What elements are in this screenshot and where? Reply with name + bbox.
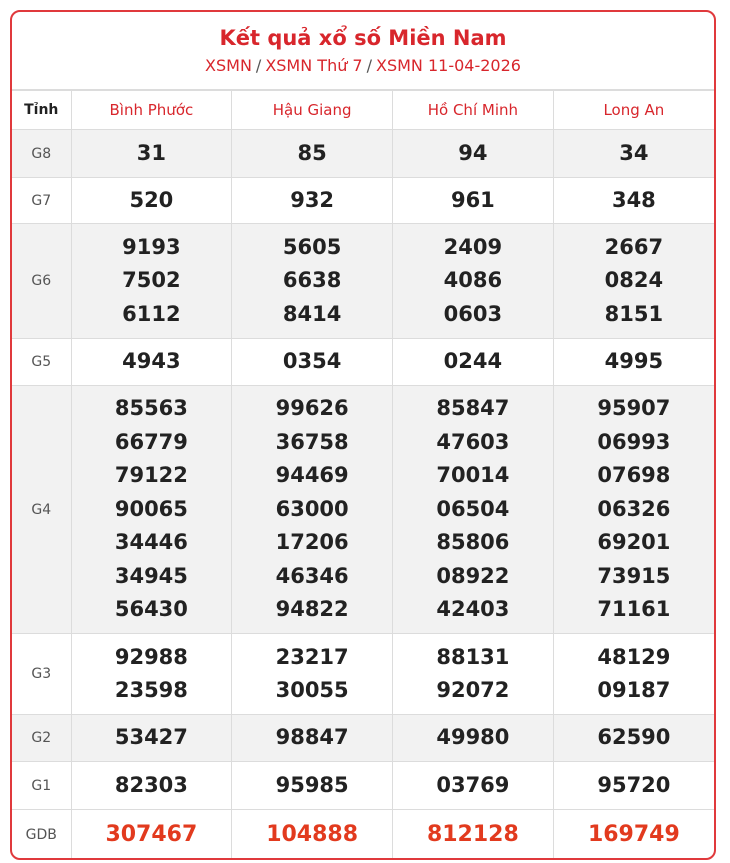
prize-number: 73915: [597, 563, 671, 588]
prize-number: 8151: [604, 301, 664, 326]
prize-number: 56430: [114, 597, 188, 622]
prize-label: G5: [12, 339, 71, 386]
prize-number: 79122: [114, 463, 188, 488]
prize-number: 92072: [436, 678, 510, 702]
prize-row: [12, 130, 714, 178]
table-header-row: [12, 91, 714, 130]
result-cell: [393, 224, 554, 339]
prize-number: 71161: [597, 597, 671, 622]
prize-number: 7502: [122, 268, 181, 293]
result-cell: [232, 339, 393, 386]
prize-number: 6638: [282, 268, 342, 293]
result-cell: [553, 130, 714, 178]
prize-number: 88131: [436, 644, 510, 669]
prize-number: 36758: [275, 429, 349, 454]
province-header[interactable]: Long An: [553, 91, 714, 130]
prize-number: 34945: [114, 563, 188, 588]
prize-number: 94822: [275, 597, 349, 622]
result-cell: [553, 224, 714, 339]
prize-number: 06993: [597, 429, 671, 454]
prize-number: 48129: [597, 644, 671, 669]
prize-number: 23598: [114, 678, 188, 702]
prize-row: [12, 634, 714, 715]
page-title: Kết quả xổ số Miền Nam: [219, 26, 507, 50]
prize-row: [12, 762, 714, 810]
breadcrumb-xsmn[interactable]: XSMN: [205, 56, 252, 75]
prize-number: 63000: [275, 496, 349, 521]
result-cell: [232, 634, 393, 715]
result-cell: [71, 634, 232, 715]
prize-number: 17206: [275, 530, 349, 555]
breadcrumb-xsmn-date[interactable]: XSMN 11-04-2026: [376, 56, 521, 75]
result-cell: [232, 715, 393, 762]
result-cell: [393, 130, 554, 178]
prize-label: G1: [12, 762, 71, 810]
prize-number: 46346: [275, 563, 349, 588]
prize-number: 70014: [436, 463, 510, 488]
result-cell: [232, 224, 393, 339]
result-cell: [232, 178, 393, 224]
prize-row: [12, 339, 714, 386]
prize-number: 08922: [436, 563, 510, 588]
prize-number: 34: [619, 140, 649, 165]
result-cell: [71, 339, 232, 386]
result-cell: [553, 715, 714, 762]
result-cell: [393, 178, 554, 224]
prize-number: 8414: [282, 301, 342, 326]
result-cell: [71, 130, 232, 178]
prize-number: 0824: [604, 268, 664, 293]
prize-row: [12, 224, 714, 339]
prize-number: 961: [450, 187, 495, 212]
prize-number: 06326: [597, 496, 671, 521]
result-cell: [393, 810, 554, 860]
prize-row: [12, 386, 714, 634]
prize-number: 0244: [443, 349, 503, 374]
prize-number: 95985: [275, 772, 349, 797]
prize-number: 2409: [443, 234, 503, 259]
breadcrumb-separator: /: [366, 56, 372, 75]
prize-number: 03769: [436, 772, 510, 797]
prize-number: 6112: [122, 301, 181, 326]
result-cell: [71, 715, 232, 762]
prize-number: 90065: [114, 496, 188, 521]
prize-number: 30055: [275, 678, 349, 702]
result-cell: [553, 178, 714, 224]
result-cell: [553, 762, 714, 810]
result-cell: [232, 386, 393, 634]
result-cell: [393, 715, 554, 762]
prize-number: 4995: [604, 349, 664, 374]
result-cell: [232, 810, 393, 860]
prize-label: G2: [12, 715, 71, 762]
special-prize-number: 812128: [426, 821, 519, 847]
result-cell: [232, 762, 393, 810]
result-cell: [71, 386, 232, 634]
prize-row: [12, 715, 714, 762]
prize-number: 520: [129, 187, 174, 212]
result-cell: [553, 339, 714, 386]
prize-number: 94469: [275, 463, 349, 488]
prize-number: 99626: [275, 396, 349, 421]
prize-number: 85847: [436, 396, 510, 421]
prize-number: 42403: [436, 597, 510, 622]
results-table: [12, 90, 714, 860]
result-cell: [393, 339, 554, 386]
results-card: [10, 10, 716, 860]
prize-number: 4943: [122, 349, 181, 374]
prize-number: 9193: [122, 234, 181, 259]
result-cell: [553, 634, 714, 715]
breadcrumb-xsmn-thu7[interactable]: XSMN Thứ 7: [265, 56, 363, 75]
prize-number: 09187: [597, 678, 671, 702]
prize-number: 69201: [597, 530, 671, 555]
prize-row: [12, 178, 714, 224]
result-cell: [393, 386, 554, 634]
prize-label: G3: [12, 634, 71, 715]
prize-label: G7: [12, 178, 71, 224]
result-cell: [71, 224, 232, 339]
prize-number: 348: [611, 187, 656, 212]
province-header[interactable]: Hậu Giang: [232, 91, 393, 130]
province-header[interactable]: Hồ Chí Minh: [393, 91, 554, 130]
prize-number: 62590: [597, 725, 671, 750]
prize-number: 85: [297, 140, 327, 165]
result-cell: [553, 386, 714, 634]
prize-number: 47603: [436, 429, 510, 454]
prize-number: 07698: [597, 463, 671, 488]
prize-label: GDB: [12, 810, 71, 860]
prize-number: 0603: [443, 301, 503, 326]
result-cell: [71, 762, 232, 810]
results-header: [12, 12, 714, 90]
result-cell: [71, 810, 232, 860]
prize-label: G4: [12, 386, 71, 634]
result-cell: [393, 762, 554, 810]
prize-number: 34446: [114, 530, 188, 555]
prize-label: G8: [12, 130, 71, 178]
prize-number: 49980: [436, 725, 510, 750]
province-header[interactable]: Bình Phước: [71, 91, 232, 130]
corner-header: Tỉnh: [12, 91, 71, 130]
prize-number: 23217: [275, 644, 349, 669]
breadcrumb: [12, 54, 714, 78]
results-body: [12, 130, 714, 860]
prize-number: 94: [458, 140, 488, 165]
prize-row: [12, 810, 714, 860]
special-prize-number: 307467: [105, 821, 198, 847]
prize-number: 31: [136, 140, 166, 165]
result-cell: [71, 178, 232, 224]
prize-number: 98847: [275, 725, 349, 750]
prize-number: 0354: [282, 349, 342, 374]
result-cell: [393, 634, 554, 715]
prize-number: 2667: [604, 234, 664, 259]
prize-number: 4086: [443, 268, 503, 293]
prize-number: 82303: [114, 772, 188, 797]
prize-number: 85563: [114, 396, 188, 421]
special-prize-number: 169749: [587, 821, 680, 847]
prize-number: 5605: [282, 234, 342, 259]
prize-number: 932: [290, 187, 335, 212]
prize-number: 06504: [436, 496, 510, 521]
special-prize-number: 104888: [266, 821, 359, 847]
result-cell: [232, 130, 393, 178]
breadcrumb-separator: /: [255, 56, 262, 75]
prize-number: 53427: [114, 725, 188, 750]
result-cell: [553, 810, 714, 860]
prize-label: G6: [12, 224, 71, 339]
prize-number: 92988: [114, 644, 188, 669]
prize-number: 95907: [597, 396, 671, 421]
prize-number: 66779: [114, 429, 188, 454]
prize-number: 85806: [436, 530, 510, 555]
prize-number: 95720: [597, 772, 671, 797]
